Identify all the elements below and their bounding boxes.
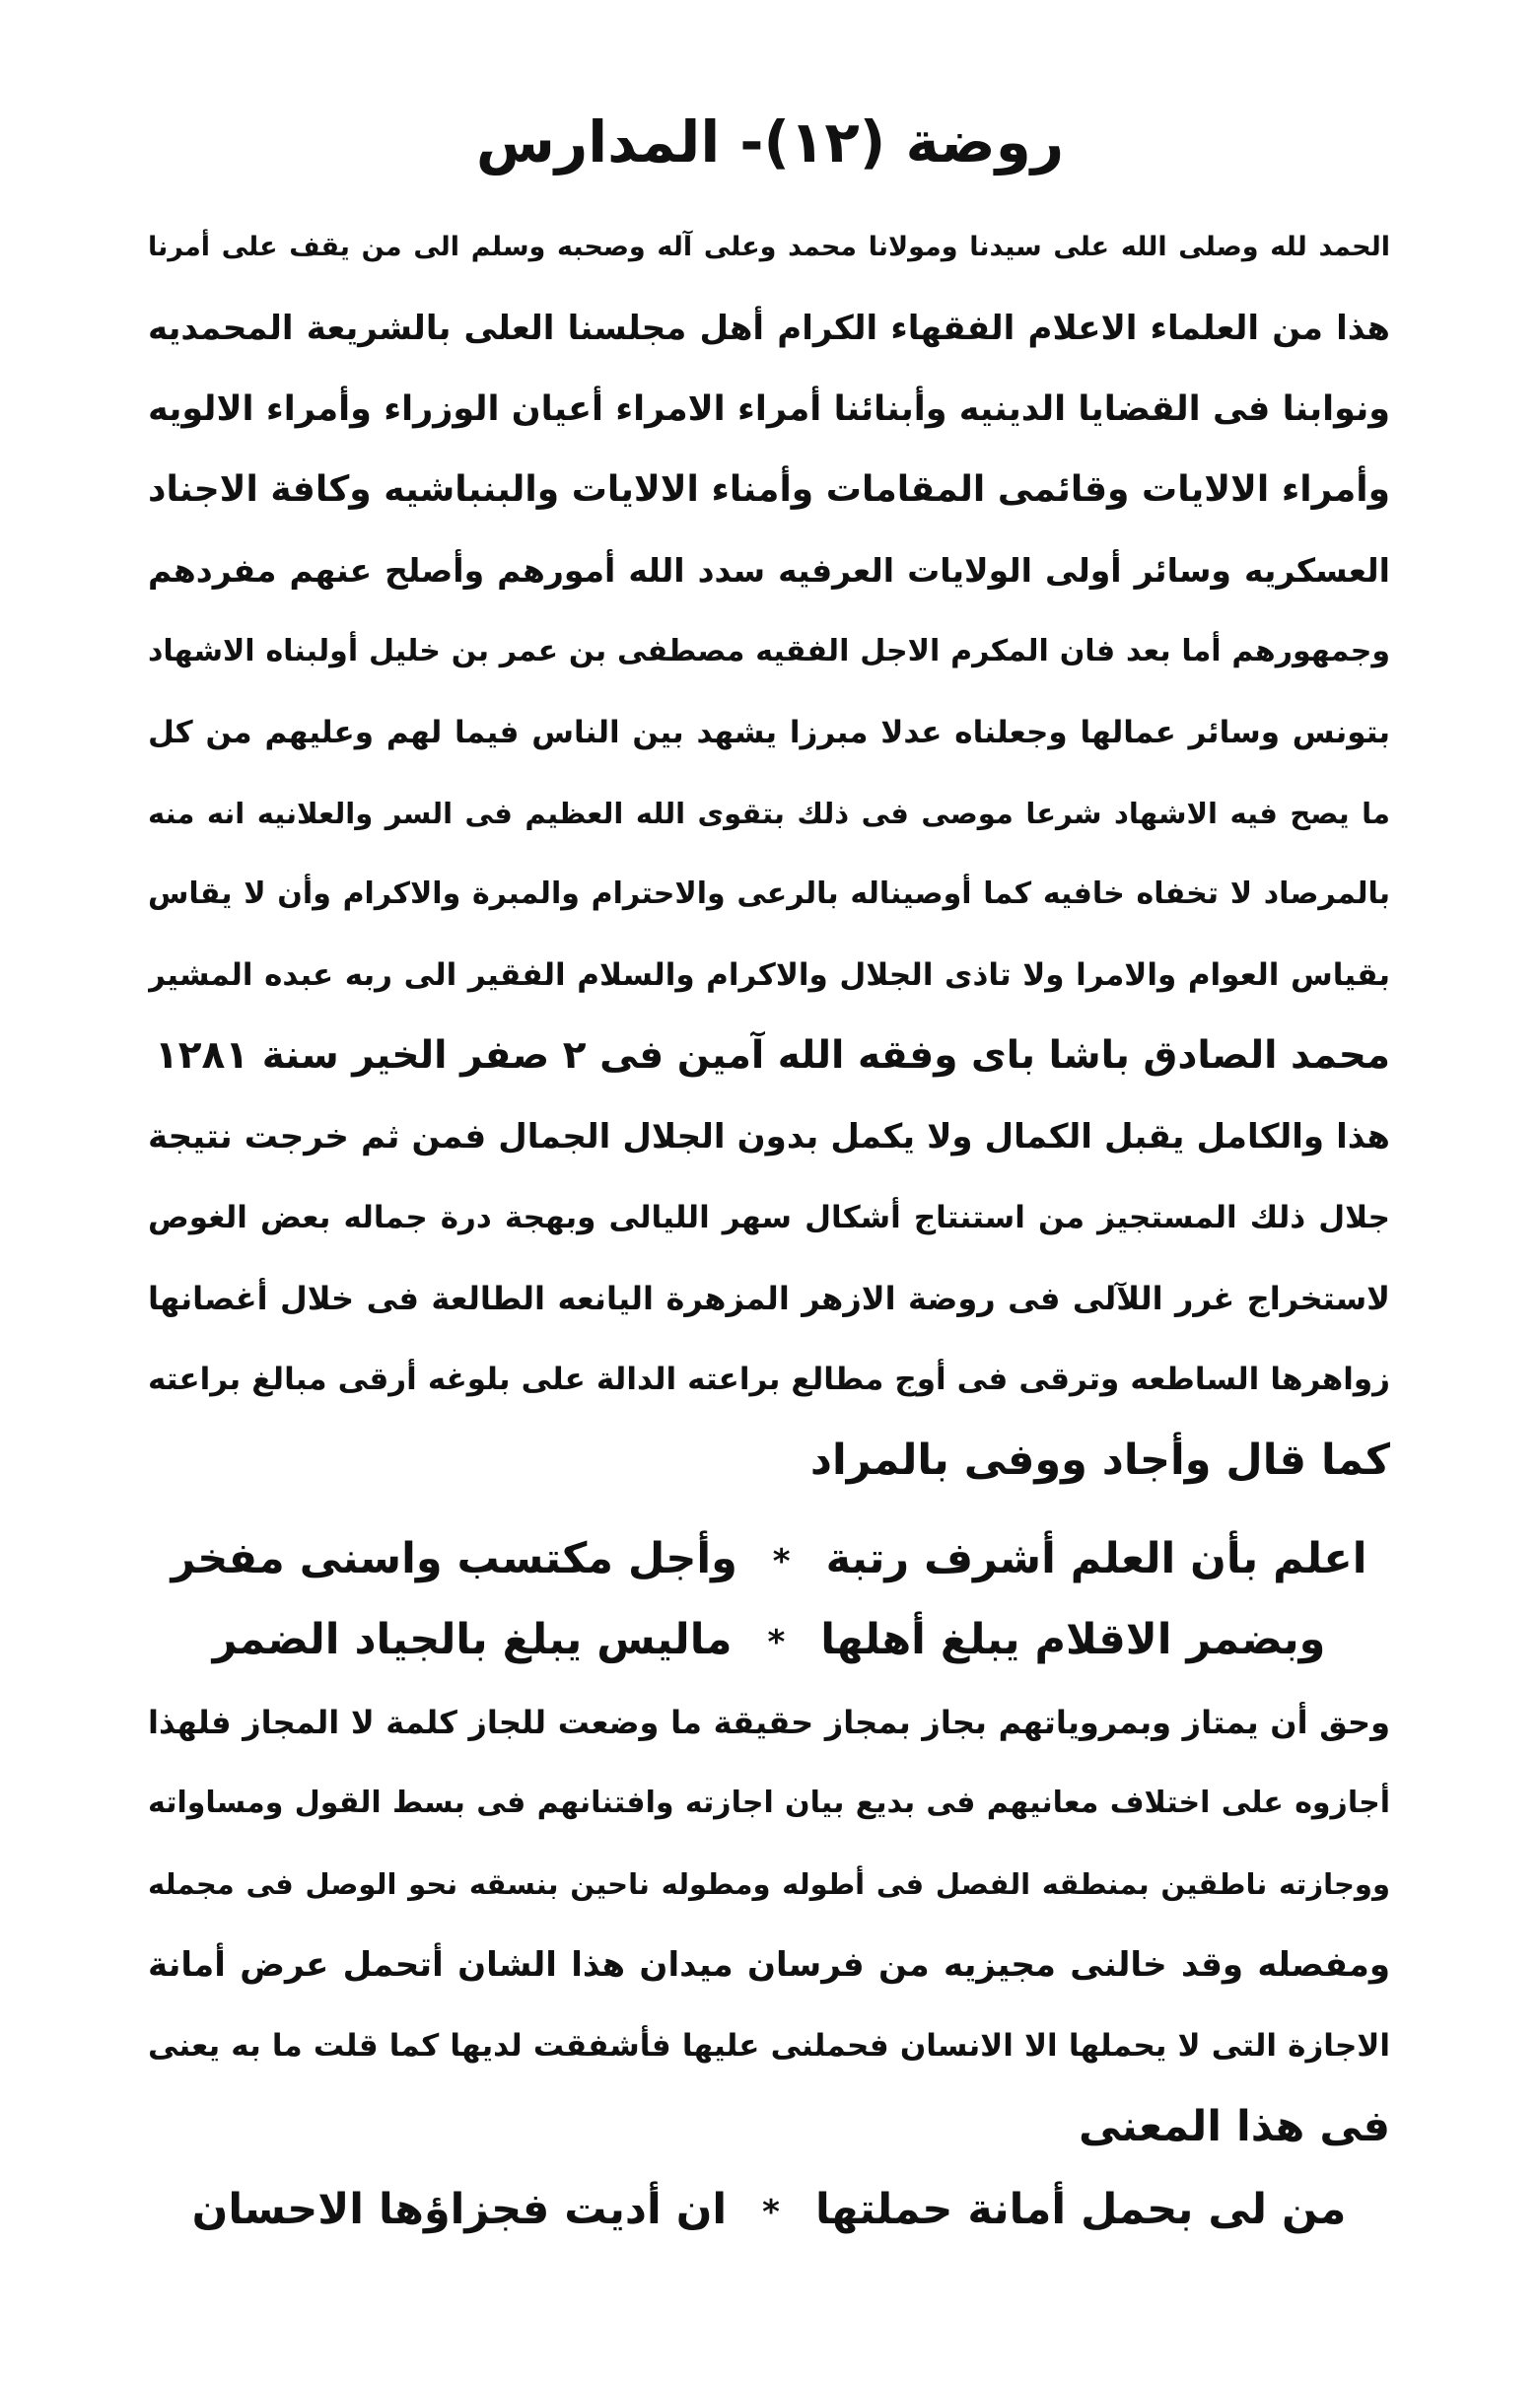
poem-block-1	[148, 1518, 1390, 1680]
poem-verse	[148, 1518, 1390, 1599]
text-line: العسكريه وسائر أولى الولايات العرفيه سدد الله أمورهم وأصلح عنهم مفردهم	[148, 551, 1390, 590]
text-line: بتونس وسائر عمالها وجعلناه عدلا مبرزا يشهد بين الناس فيما لهم وعليهم من كل	[148, 715, 1390, 750]
text-line: كما قال وأجاد ووفى بالمراد	[809, 1436, 1390, 1485]
text-line: هذا والكامل يقبل الكمال ولا يكمل بدون الجلال الجمال فمن ثم خرجت نتيجة	[148, 1117, 1390, 1157]
text-line: بقياس العوام والامرا ولا تاذى الجلال والاكرام والسلام الفقير الى ربه عبده المشير	[148, 957, 1390, 993]
text-line: ووجازته ناطقين بمنطقه الفصل فى أطوله ومطوله ناحين بنسقه نحو الوصل فى مجمله	[148, 1867, 1390, 1901]
text-line: ونوابنا فى القضايا الدينيه وأبنائنا أمراء الامراء أعيان الوزراء وأمراء الالويه	[148, 389, 1390, 429]
text-line: الحمد لله وصلى الله على سيدنا ومولانا محمد وعلى آله وصحبه وسلم الى من يقف على أمرنا	[148, 232, 1390, 262]
decree-paragraph	[148, 207, 1390, 1096]
text-line: وجمهورهم أما بعد فان المكرم الاجل الفقيه مصطفى بن عمر بن خليل أولبناه الاشهاد	[148, 634, 1390, 668]
verse-separator: *	[767, 1623, 786, 1662]
document-body	[148, 207, 1390, 1501]
verse-separator: *	[762, 2193, 780, 2232]
text-line: لاستخراج غرر اللآلى فى روضة الازهر المزهرة اليانعه الطالعة فى خلال أغصانها	[148, 1280, 1390, 1317]
text-line: جلال ذلك المستجيز من استنتاج أشكال سهر الليالى وبهجة درة جماله بعض الغوص	[148, 1200, 1390, 1235]
poem-verse	[148, 1599, 1390, 1680]
text-line: وأمراء الالايات وقائمى المقامات وأمناء الالايات والبنباشيه وكافة الاجناد	[148, 469, 1390, 510]
verse-hemistich-right: من لى بحمل أمانة حملتها	[814, 2185, 1347, 2234]
poem-verse	[148, 2169, 1390, 2250]
text-line: الاجازة التى لا يحملها الا الانسان فحملنى عليها فأشفقت لديها كما قلت ما به يعنى	[148, 2028, 1390, 2064]
text-line: بالمرصاد لا تخفاه خافيه كما أوصيناله بالرعى والاحترام والمبرة والاكرام وأن لا يقاس	[148, 876, 1390, 911]
verse-hemistich-right: وبضمر الاقلام يبلغ أهلها	[820, 1615, 1326, 1664]
verse-hemistich-left: وأجل مكتسب واسنى مفخر	[171, 1534, 737, 1583]
text-line: وحق أن يمتاز وبمروياتهم بجاز بمجاز حقيقة ما وضعت للجاز كلمة لا المجاز فلهذا	[148, 1704, 1390, 1741]
text-line: ما يصح فيه الاشهاد شرعا موصى فى ذلك بتقوى الله العظيم فى السر والعلانيه انه منه	[148, 797, 1390, 830]
page-header: روضة (١٢)- المدارس	[475, 108, 1065, 175]
text-line: ومفصله وقد خالنى مجيزيه من فرسان ميدان هذا الشان أتحمل عرض أمانة	[148, 1945, 1390, 1985]
verse-hemistich-left: ان أديت فجزاؤها الاحسان	[191, 2185, 728, 2234]
praise-paragraph	[148, 1096, 1390, 1501]
verse-hemistich-left: ماليس يبلغ بالجياد الضمر	[212, 1615, 733, 1664]
text-line-signature: محمد الصادق باشا باى وفقه الله آمين فى ٢ صفر الخير سنة ١٢٨١	[154, 1033, 1390, 1078]
verse-hemistich-right: اعلم بأن العلم أشرف رتبة	[825, 1534, 1367, 1583]
text-line: فى هذا المعنى	[1078, 2102, 1390, 2151]
poem-block-2	[148, 2169, 1390, 2250]
ijaza-paragraph	[148, 1682, 1390, 2167]
text-line: هذا من العلماء الاعلام الفقهاء الكرام أهل مجلسنا العلى بالشريعة المحمديه	[148, 309, 1390, 348]
text-line: زواهرها الساطعه وترقى فى أوج مطالع براعته الدالة على بلوغه أرقى مبالغ براعته	[148, 1362, 1390, 1397]
text-line: أجازوه على اختلاف معانيهم فى بديع بيان اجازته وافتنانهم فى بسط القول ومساواته	[148, 1786, 1390, 1820]
verse-separator: *	[772, 1542, 791, 1581]
